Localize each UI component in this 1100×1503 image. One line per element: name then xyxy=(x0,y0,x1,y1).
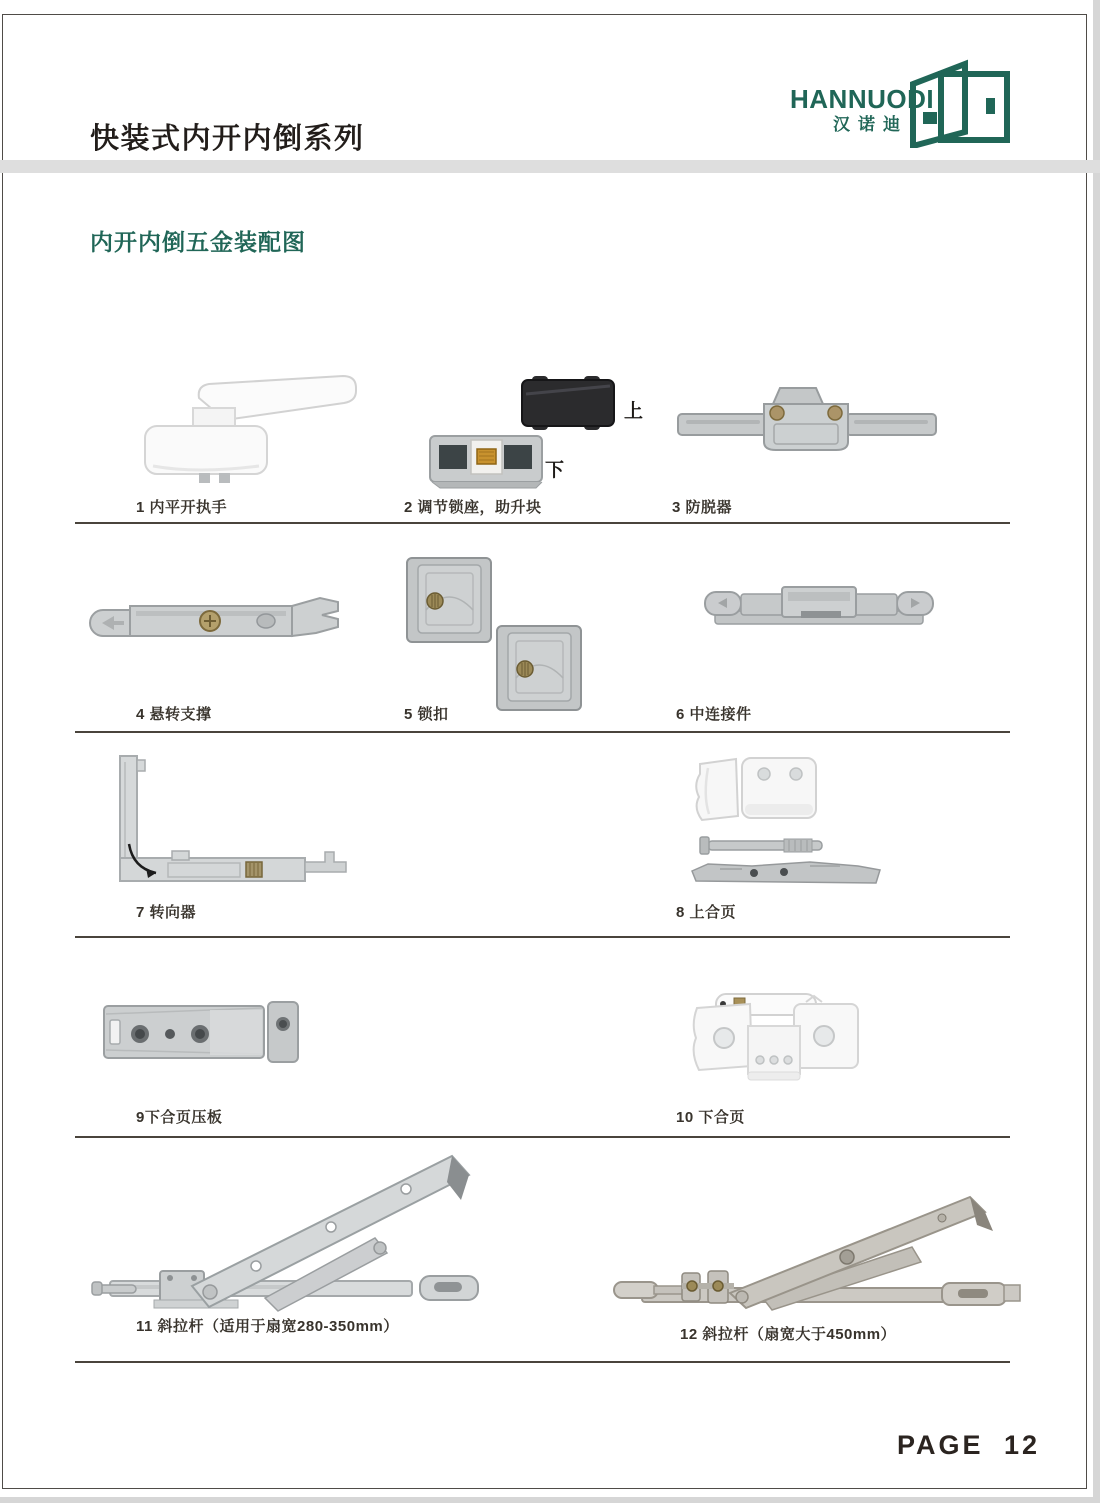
part-label-1: 1 内平开执手 xyxy=(136,499,228,516)
logo-wordmark: HANNUODI xyxy=(790,84,935,114)
stay-arm-small-product-image xyxy=(90,1140,488,1322)
page-number: PAGE 12 xyxy=(896,1430,1040,1460)
logo-chinese-name: 汉诺迪 xyxy=(833,115,908,134)
part-label-8: 8 上合页 xyxy=(676,904,737,921)
part-label-12: 12 斜拉杆（扇宽大于450mm） xyxy=(680,1326,897,1343)
row-separator xyxy=(75,731,1010,733)
row-separator xyxy=(75,1361,1010,1363)
latch-product-image xyxy=(405,556,583,714)
lock-seat-product-image xyxy=(428,432,546,490)
part-label-9: 9下合页压板 xyxy=(136,1109,223,1126)
handle-product-image xyxy=(125,368,365,483)
row-separator xyxy=(75,936,1010,938)
page-title: 快装式内开内倒系列 xyxy=(90,123,365,155)
row-separator xyxy=(75,522,1010,524)
part-label-6: 6 中连接件 xyxy=(676,706,752,723)
corner-drive-product-image xyxy=(110,752,350,900)
part-label-3: 3 防脱器 xyxy=(672,499,733,516)
bottom-hinge-product-image xyxy=(688,990,870,1084)
lift-block-product-image xyxy=(518,374,622,432)
scan-edge-right xyxy=(1093,0,1100,1503)
tag-up: 上 xyxy=(624,401,644,422)
pivot-support-product-image xyxy=(88,580,340,662)
scan-edge-bottom xyxy=(0,1497,1100,1503)
top-hinge-product-image xyxy=(690,756,888,894)
mid-connector-product-image xyxy=(703,584,935,632)
part-label-5: 5 锁扣 xyxy=(404,706,449,723)
part-label-2: 2 调节锁座，助升块 xyxy=(404,499,542,516)
stay-arm-large-product-image xyxy=(612,1165,1024,1333)
row-separator xyxy=(75,1136,1010,1138)
anti-drop-product-image xyxy=(676,382,938,462)
part-label-7: 7 转向器 xyxy=(136,904,197,921)
section-title: 内开内倒五金装配图 xyxy=(90,229,306,255)
tag-down: 下 xyxy=(545,460,565,481)
part-label-4: 4 悬转支撑 xyxy=(136,706,212,723)
header-divider-band xyxy=(0,160,1100,173)
hinge-plate-product-image xyxy=(98,990,306,1072)
part-label-11: 11 斜拉杆（适用于扇宽280-350mm） xyxy=(136,1318,399,1335)
part-label-10: 10 下合页 xyxy=(676,1109,745,1126)
